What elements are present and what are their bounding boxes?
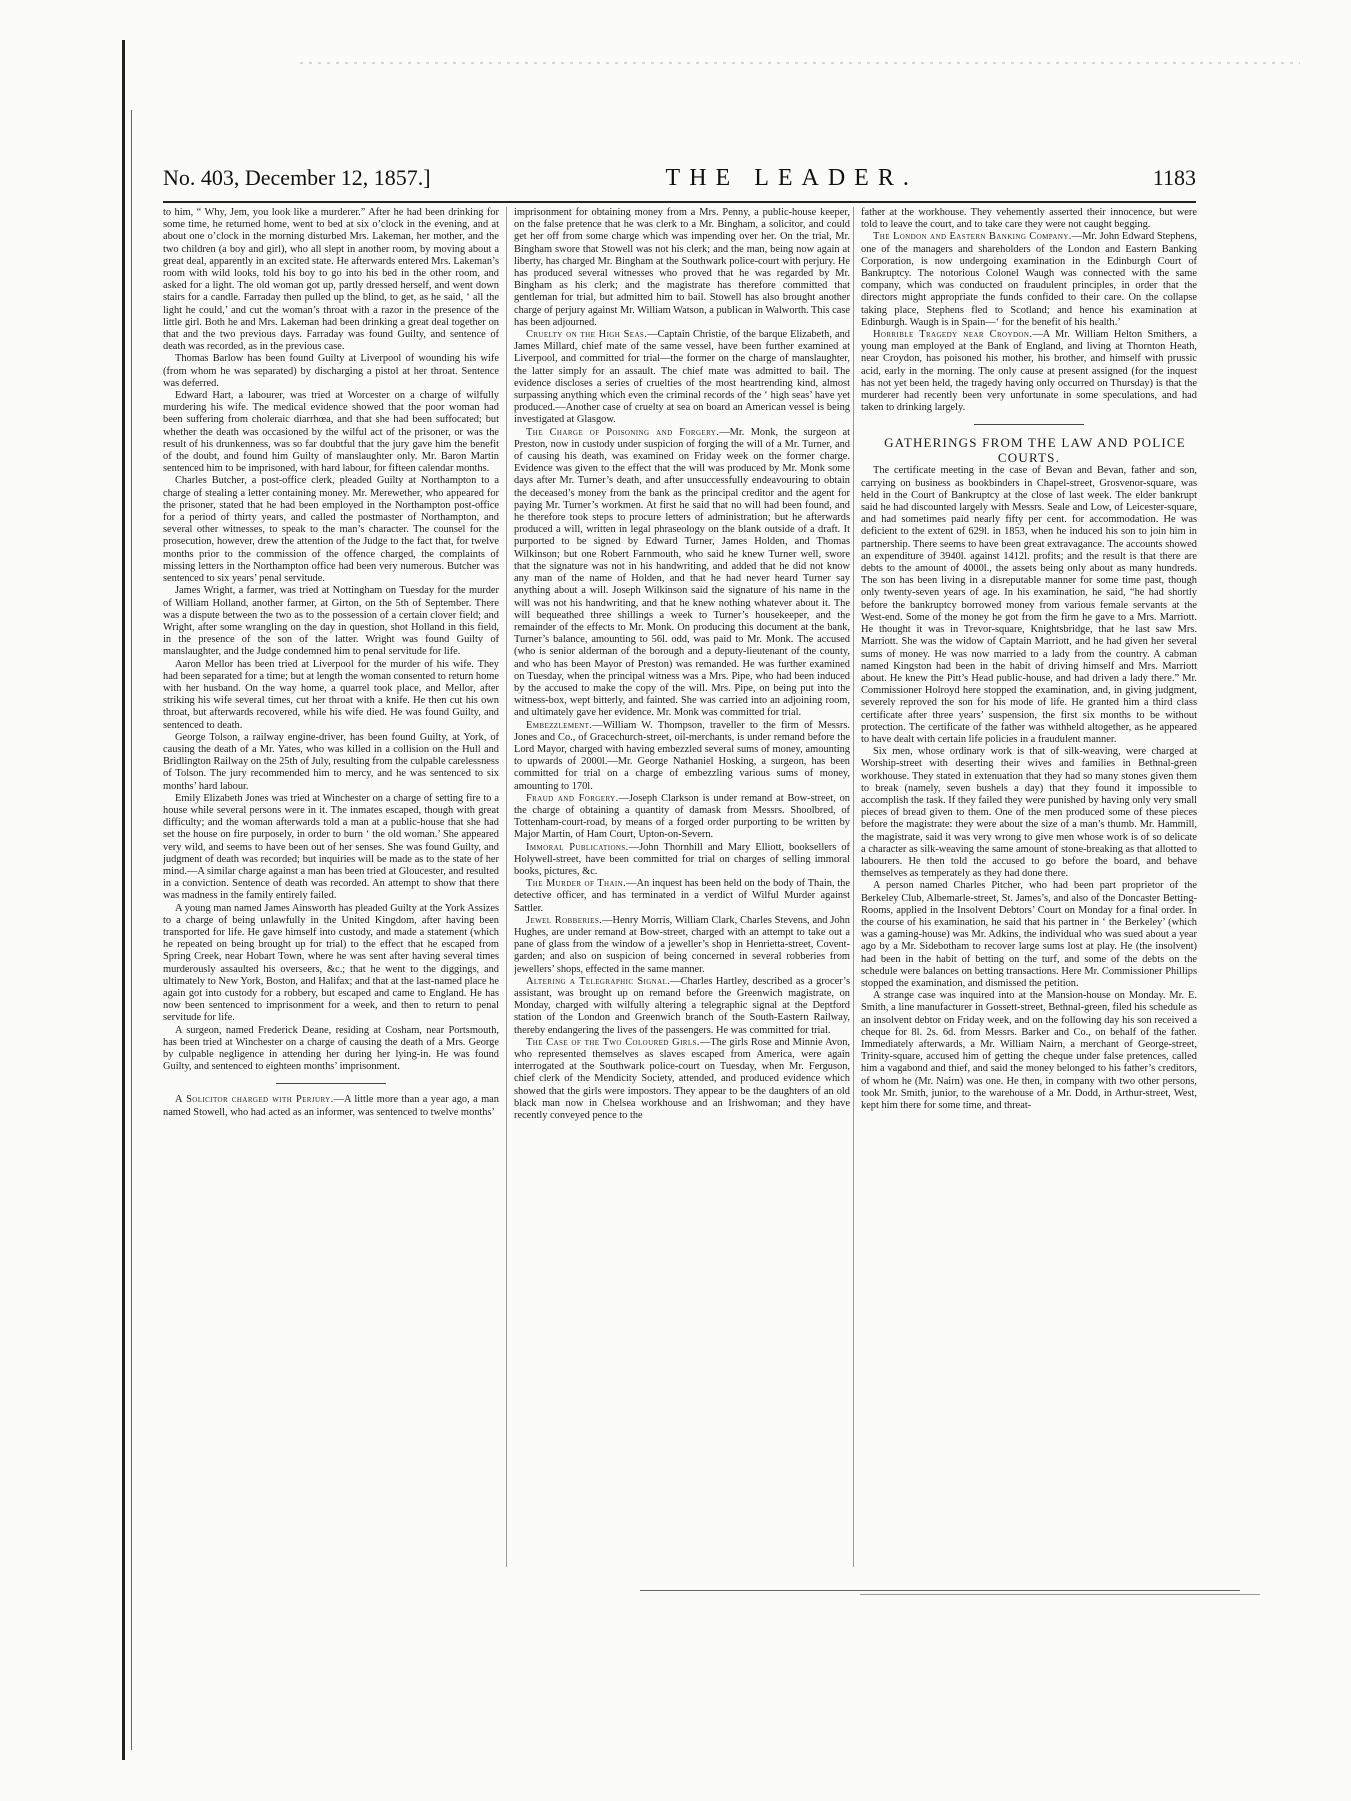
paragraph: Aaron Mellor has been tried at Liverpool for the murder of his wife. They had been separated for a time; but at length the woman consented to return home with her husband. On the way home, a quarrel took place, and Mellor, after striking his wife several times, cut her throat with a knife. He then cut his own throat, but afterwards recovered, while his wife died. He was found Guilty, and sentenced to death. [163, 658, 499, 731]
paragraph-body: —The girls Rose and Minnie Avon, who represented themselves as slaves escaped from America, were again interrogated at the Southwark police-court on Tuesday, when Mr. Ferguson, chief clerk of the Mendicity Society, attended, and produced evidence which showed that the girls were impostors. They appear to be the daughters of an old black man now in Chelsea workhouse and an Irishwoman; and they have recently conveyed pence to the [514, 1036, 850, 1122]
column-divider [853, 207, 854, 1567]
paragraph-body: —Captain Christie, of the barque Elizabeth, and James Millard, chief mate of the same vessel, have been further examined at Liverpool, and committed for trial—the former on the charge of manslaughter, the latter simply for an assault. The chief mate was admitted to bail. The evidence discloses a series of cruelties of the most heartrending kind, almost surpassing anything which even the criminal records of the ‘ high seas’ have yet produced.—Another case of cruelty at sea on board an American vessel is being investigated at Glasgow. [514, 329, 850, 426]
paragraph: A surgeon, named Frederick Deane, residing at Cosham, near Portsmouth, has been tried at Winchester on a charge of causing the death of a Mrs. George by culpable negligence in attending her during her lying-in. He was found Guilty, and sentenced to eighteen months’ imprisonment. [163, 1024, 499, 1073]
run-in-heading: A Solicitor charged with Perjury. [175, 1094, 334, 1106]
paragraph-body: —A little more than a year ago, a man named Stowell, who had acted as an informer, was sentenced to twelve months’ [163, 1094, 499, 1118]
run-in-heading: The Case of the Two Coloured Girls. [526, 1036, 700, 1048]
paragraph: A young man named James Ainsworth has pleaded Guilty at the York Assizes to a charge of being unlawfully in the United Kingdom, after having been transported for life. He gave himself into custody, and made a statement (which he repeated on being brought up for trial) to the effect that he escaped from Spring Creek, near Hobart Town, where he was sent after having several times murderously assaulted his overseers, &c.; that he went to the diggings, and ultimately to New York, Boston, and Halifax; and that at the last-named place he again got into custody for a robbery, but escaped and came to England. He has now been sentenced to imprisonment for a week, and then to return to penal servitude for life. [163, 902, 499, 1024]
masthead [163, 165, 1196, 199]
paragraph [861, 231, 1197, 329]
paragraph [514, 878, 850, 915]
paragraph-body: —William W. Thompson, traveller to the firm of Messrs. Jones and Co., of Gracechurch-street, oil-merchants, is under remand before the Lord Mayor, charged with having embezzled several sums of money, amounting to upwards of 2000l.—Mr. George Nathaniel Hosking, a surgeon, has been committed for trial on a charge of embezzling various sums of money, amounting to 170l. [514, 719, 850, 792]
paragraph: George Tolson, a railway engine-driver, has been found Guilty, at York, of causing the death of a Mr. Yates, who was killed in a collision on the Hull and Bridlington Railway on the 25th of July, resulting from the culpable carelessness of Tolson. The jury recommended him to mercy, and he was sentenced to six months’ hard labour. [163, 731, 499, 792]
paragraph [514, 976, 850, 1037]
column-divider [506, 207, 507, 1567]
paragraph: father at the workhouse. They vehemently asserted their innocence, but were told to leave the court, and to take care they were not caught begging. [861, 207, 1197, 231]
page-number: 1183 [1152, 165, 1196, 190]
section-heading: GATHERINGS FROM THE LAW AND POLICE COURTS. [884, 435, 1186, 466]
run-in-heading: Immoral Publications. [526, 841, 629, 853]
column-1 [163, 207, 499, 1567]
section-divider [974, 424, 1084, 425]
paragraph: Charles Butcher, a post-office clerk, pleaded Guilty at Northampton to a charge of stealing a letter containing money. Mr. Merewether, who appeared for the prisoner, stated that he had been employed in the Northampton post-office for a period of thirty years, and called the postmaster of Northampton, and several other witnesses, to speak to the man’s character. The counsel for the prosecution, however, drew the attention of the Judge to the fact that, for twelve months prior to the commission of the offence charged, the complaints of missing letters in the Northampton office had been very numerous. Butcher was sentenced to six years’ penal servitude. [163, 475, 499, 585]
paragraph-body: —Henry Morris, William Clark, Charles Stevens, and John Hughes, are under remand at Bow-street, charged with an attempt to take out a pane of glass from the window of a jeweller’s shop in Henrietta-street, Covent-garden; and also on suspicion of being concerned in several robberies from jewellers’ shops, effected in the same manner. [514, 914, 850, 975]
column-3 [861, 207, 1197, 1567]
paragraph: Edward Hart, a labourer, was tried at Worcester on a charge of wilfully murdering his wife. The medical evidence showed that the poor woman had been suffering from choleraic diarrhœa, and that she had been suffocated; but whether the death was occasioned by the wilful act of the prisoner, or was the result of his drunkenness, was so far doubtful that the jury gave him the benefit of the doubt, and found him Guilty of manslaughter only. Mr. Baron Martin sentenced him to be imprisoned, with hard labour, for fifteen calendar months. [163, 390, 499, 475]
paragraph [163, 1094, 499, 1118]
page-bottom-rule [640, 1590, 1240, 1591]
run-in-heading: Fraud and Forgery. [526, 792, 619, 804]
paragraph: A person named Charles Pitcher, who had been part proprietor of the Berkeley Club, Albemarle-street, St. James’s, and also of the Doncaster Betting-Rooms, applied in the Insolvent Debtors’ Court on Monday for a final order. In the course of his examination, he said that his partner in ‘ the Berkeley’ (which was a gaming-house) was Mr. Adkins, the individual who was sued about a year ago by a Mr. Sidebotham to recover large sums lost at play. He (the insolvent) had been in the habit of betting on the turf, and some of the debts on the schedule were balances on betting transactions. Here Mr. Commissioner Phillips stopped the examination, and dismissed the petition. [861, 880, 1197, 989]
paragraph-body: —John Thornhill and Mary Elliott, booksellers of Holywell-street, have been committed for trial on charges of selling immoral books, pictures, &c. [514, 841, 850, 877]
run-in-heading: Horrible Tragedy near Croydon. [873, 329, 1033, 341]
paragraph: to him, “ Why, Jem, you look like a murderer.” After he had been drinking for some time, he returned home, went to bed at six o’clock in the evening, and at about one o’clock in the morning disturbed Mrs. Lakeman, her mother, and the two children (a boy and girl), who all slept in another room, by moving about a great deal, apparently in an excited state. He afterwards entered Mrs. Lakeman’s room with wild looks, told his boy to go into his bed in the other room, and asked for a light. The old woman got up, partly dressed herself, and went down stairs for a candle. Farraday then pulled up the blind, to get, as he said, ‘ all the light he could,’ and cut the woman’s throat with a razor in the presence of the little girl. Both he and Mrs. Lakeman had been drinking a great deal together on that and the two previous days. Farraday was found Guilty, and sentence of death was recorded, as in the previous case. [163, 207, 499, 353]
paragraph-body: —A Mr. William Helton Smithers, a young man employed at the Bank of England, and living at Thornton Heath, near Croydon, has poisoned his mother, his brother, and himself with prussic acid, early in the morning. The only cause at present assigned (for the inquest has not yet been held, the tragedy having only occurred on Thursday) is that the murderer had recently been very unfortunate in some speculations, and had taken to drinking largely. [861, 329, 1197, 414]
run-in-heading: The Charge of Poisoning and Forgery. [526, 426, 720, 438]
run-in-heading: The Murder of Thain. [526, 878, 627, 890]
paragraph-body: —Mr. John Edward Stephens, one of the managers and shareholders of the London and Eastern Banking Corporation, is now undergoing examination in the Edinburgh Court of Bankruptcy. The notorious Colonel Waugh was connected with the same company, which was conducted on fraudulent principles, in order that the directors might appropriate the funds confided to their care. On the collapse taking place, Stephens fled to Scotland; and hence his examination at Edinburgh. Waugh is in Spain—‘ for the benefit of his health.’ [861, 231, 1197, 328]
paragraph: The certificate meeting in the case of Bevan and Bevan, father and son, carrying on business as bookbinders in Chapel-street, Grosvenor-square, was held in the Court of Bankruptcy at the close of last week. The elder bankrupt said he had discounted largely with Messrs. Seale and Low, of Leicester-square, and had sometimes paid nearly fifty per cent. for accommodation. He was deficient to the extent of 629l. in 1853, when he induced his son to join him in partnership. There seems to have been great extravagance. The accounts showed an expenditure of 3940l. against 1412l. profits; and the result is that there are debts to the amount of 4000l., the assets being only about as many hundreds. The son has been living in a disreputable manner for some time past, though only twenty-seven years of age. In his examination, he said, “he had shortly before the bankruptcy borrowed money from various female servants at the West-end. Some of the money he got from the firm he gave to a Mrs. Marriott. He thought it was in Trevor-square, Knightsbridge, that he last saw Mrs. Marriott. She was the widow of Captain Marriott, and he had given her several sums of money. He was now married to a lady from the country. A cabman named Kingston had been in the habit of driving himself and Mrs. Marriott about. He knew the Pitt’s Head public-house, and had driven a lady there.” Mr. Commissioner Holroyd here stopped the examination, and, in giving judgment, severely reproved the son for his mode of life. He granted him a third class certificate after three years’ suspension, the first six months to be without protection. The certificate of the father was withheld altogether, as he appeared to have dealt with certain life policies in a fraudulent manner. [861, 465, 1197, 745]
paragraph [514, 720, 850, 793]
run-in-heading: Embezzlement. [526, 719, 593, 731]
run-in-heading: Altering a Telegraphic Signal. [526, 975, 671, 987]
page-bottom-rule-secondary [860, 1594, 1260, 1595]
paragraph-body: —Mr. Monk, the surgeon at Preston, now in custody under suspicion of forging the will of a Mr. Turner, and of causing his death, was examined on Friday week on the former charge. Evidence was given to the effect that the will was produced by Mr. Monk some days after Mr. Turner’s death, and after unsuccessfully endeavouring to obtain the deceased’s money from the bank as the principal creditor and the agent for paying Mr. Turner’s workmen. At first he said that no will had been found, and he therefore took steps to procure letters of administration; but he afterwards produced a will, written in legal phraseology on the blank outside of a draft. It purported to be signed by Edward Turner, James Holden, and Thomas Wilkinson; but one Robert Farnmouth, who said he knew Turner well, swore that the signature was not in his handwriting, and added that he did not know any man of the name of Holden, and that he had never heard Turner say anything about a will. Joseph Wilkinson said the signature of his name in the will was not his handwriting, and that he knew nothing whatever about it. The will bequeathed three shillings a week to Turner’s housekeeper, and the remainder of the effects to Mr. Monk. On producing this document at the bank, Turner’s balance, amounting to 56l. odd, was paid to Mr. Monk. The accused (who is senior alderman of the borough and a deputy-lieutenant of the county, and who has been Mayor of Preston) was remanded. He was further examined on Tuesday, when the principal witness was a Mrs. Pipe, who had been induced by the accused to make the copy of the will. Mrs. Pipe, on being put into the witness-box, wept bitterly, and fainted. She was carried into an adjoining room, and ultimately gave her evidence. Mr. Monk was committed for trial. [514, 426, 850, 719]
run-in-heading: Cruelty on the High Seas. [526, 329, 648, 341]
newspaper-title: THE LEADER. [665, 165, 918, 191]
bleed-through-marks [300, 62, 1300, 64]
column-2 [514, 207, 850, 1567]
issue-date: No. 403, December 12, 1857.] [163, 165, 431, 190]
run-in-heading: The London and Eastern Banking Company. [873, 231, 1072, 243]
paragraph-body: —An inquest has been held on the body of Thain, the detective officer, and has terminated in a verdict of Wilful Murder against Sattler. [514, 878, 850, 914]
paragraph-body: —Joseph Clarkson is under remand at Bow-street, on the charge of obtaining a quantity of damask from Messrs. Shoolbred, of Tottenham-court-road, by means of a forged order purporting to be written by Major Martin, of Ham Court, Upton-on-Severn. [514, 792, 850, 841]
paragraph [514, 842, 850, 879]
paragraph: James Wright, a farmer, was tried at Nottingham on Tuesday for the murder of William Holland, another farmer, at Girton, on the 5th of September. There was a dispute between the two as to the possession of a certain clover field; and Wright, after some wrangling on the day in question, shot Holland in this field, in the presence of the son of the latter. Wright was found Guilty of manslaughter, and the Judge condemned him to penal servitude for life. [163, 585, 499, 658]
paragraph: Emily Elizabeth Jones was tried at Winchester on a charge of setting fire to a house while several persons were in it. The inmates escaped, though with great difficulty; and the woman afterwards told a man at a public-house that she had set the house on fire purposely, in order to burn ‘ the old woman.’ She appeared very wild, and seems to have been out of her senses. She was found Guilty, and judgment of death was recorded; but inquiries will be made as to the state of her mind.—A similar charge against a man has been tried at Gloucester, and resulted in a conviction. Sentence of death was recorded. An attempt to show that there was madness in the family entirely failed. [163, 792, 499, 902]
paragraph: imprisonment for obtaining money from a Mrs. Penny, a public-house keeper, on the false pretence that he was clerk to a Mr. Bingham, a solicitor, and could get her off from some charge which was impending over her. On the trial, Mr. Bingham swore that Stowell was not his clerk; and the man, being now again at liberty, has charged Mr. Bingham at the Southwark police-court with perjury. He has produced several witnesses who proved that he was regarded by Mr. Bingham as his clerk; and the magistrate has therefore committed that gentleman for trial, but admitted him to bail. Stowell has also brought another charge of perjury against Mr. William Watson, a publican in Walworth. This case has been adjourned. [514, 207, 850, 328]
paragraph [514, 329, 850, 427]
paragraph: Thomas Barlow has been found Guilty at Liverpool of wounding his wife (from whom he was separated) by discharging a pistol at her throat. Sentence was deferred. [163, 353, 499, 389]
page-binding-inner-edge [131, 110, 132, 1750]
masthead-rule [163, 201, 1196, 203]
paragraph [514, 915, 850, 976]
section-divider [276, 1083, 386, 1084]
paragraph [514, 427, 850, 720]
run-in-heading: Jewel Robberies. [526, 914, 603, 926]
paragraph: Six men, whose ordinary work is that of silk-weaving, were charged at Worship-street with deserting their wives and families in Bethnal-green workhouse. They stated in extenuation that they had so many stones given them to break (namely, seven bushels a day) that they found it impossible to accomplish the task. If they failed they were punished by having only very small pieces of bread given to them. One of the men produced some of these pieces before the magistrate: they were about the size of a man’s thumb. Mr. Hammill, the magistrate, said it was very wrong to give men whose work is of so delicate a character as silk-weaving the same amount of stone-breaking as that allotted to labourers. He then told the accused to go before the board, and behave themselves as temperately as they had done there. [861, 746, 1197, 880]
paragraph-body: —Charles Hartley, described as a grocer’s assistant, was brought up on remand before the Greenwich magistrate, on Monday, charged with wilfully altering a telegraphic signal at the Deptford station of the London and Greenwich branch of the South-Eastern Railway, thereby endangering the lives of the passengers. He was committed for trial. [514, 975, 850, 1036]
paragraph [514, 793, 850, 842]
paragraph [861, 329, 1197, 414]
paragraph [514, 1037, 850, 1122]
paragraph: A strange case was inquired into at the Mansion-house on Monday. Mr. E. Smith, a line manufacturer in Gossett-street, Bethnal-green, filed his schedule as an insolvent debtor on Friday week, and on the following day his son received a cheque for 8l. 2s. 6d. from Messrs. Barker and Co., on behalf of the father. Immediately afterwards, a Mr. William Nairn, a merchant of George-street, Trinity-square, accused him of getting the cheque under false pretences, called him a vagabond and thief, and said the money belonged to his father’s creditors, of whom he (Mr. Nairn) was one. He then, in company with two other persons, took Mr. Smith, junior, to the warehouse of a Mr. Dodd, in Arthur-street, West, kept him there for some time, and threat- [861, 990, 1197, 1112]
page-binding-edge [122, 40, 125, 1760]
